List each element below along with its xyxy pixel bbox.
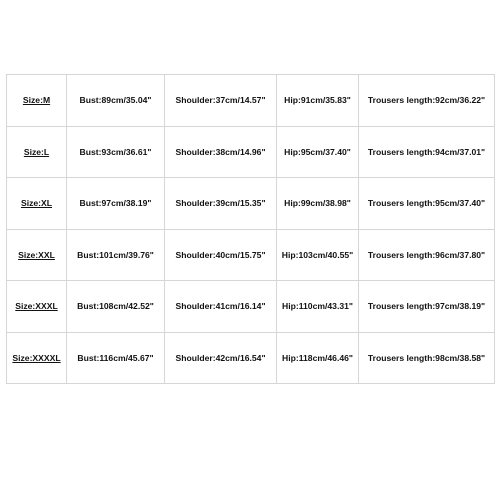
- size-row-m: [7, 75, 495, 127]
- size-row-xxxxl: [7, 332, 495, 384]
- size-label: Size:M: [22, 95, 51, 106]
- shoulder-cell: Shoulder:42cm/16.54": [165, 332, 277, 384]
- trousers-length-cell: Trousers length:92cm/36.22": [359, 75, 495, 127]
- size-label: Size:XXXXL: [12, 352, 61, 363]
- hip-cell: Hip:103cm/40.55": [277, 229, 359, 281]
- size-label: Size:XXL: [18, 249, 55, 260]
- size-cell: [7, 332, 67, 384]
- size-cell: [7, 229, 67, 281]
- bust-cell: Bust:89cm/35.04": [67, 75, 165, 127]
- shoulder-cell: Shoulder:39cm/15.35": [165, 178, 277, 230]
- hip-cell: Hip:95cm/37.40": [277, 126, 359, 178]
- hip-cell: Hip:110cm/43.31": [277, 281, 359, 333]
- trousers-length-cell: Trousers length:95cm/37.40": [359, 178, 495, 230]
- size-cell: [7, 281, 67, 333]
- bust-cell: Bust:108cm/42.52": [67, 281, 165, 333]
- bust-cell: Bust:116cm/45.67": [67, 332, 165, 384]
- size-row-xxl: [7, 229, 495, 281]
- hip-cell: Hip:91cm/35.83": [277, 75, 359, 127]
- shoulder-cell: Shoulder:40cm/15.75": [165, 229, 277, 281]
- hip-cell: Hip:118cm/46.46": [277, 332, 359, 384]
- shoulder-cell: Shoulder:41cm/16.14": [165, 281, 277, 333]
- trousers-length-cell: Trousers length:97cm/38.19": [359, 281, 495, 333]
- size-label: Size:L: [23, 146, 50, 157]
- size-row-xxxl: [7, 281, 495, 333]
- trousers-length-cell: Trousers length:98cm/38.58": [359, 332, 495, 384]
- size-row-l: [7, 126, 495, 178]
- bust-cell: Bust:97cm/38.19": [67, 178, 165, 230]
- size-label: Size:XL: [20, 198, 53, 209]
- bust-cell: Bust:93cm/36.61": [67, 126, 165, 178]
- size-cell: [7, 126, 67, 178]
- trousers-length-cell: Trousers length:94cm/37.01": [359, 126, 495, 178]
- shoulder-cell: Shoulder:37cm/14.57": [165, 75, 277, 127]
- size-row-xl: [7, 178, 495, 230]
- shoulder-cell: Shoulder:38cm/14.96": [165, 126, 277, 178]
- size-chart-table: [6, 74, 495, 384]
- bust-cell: Bust:101cm/39.76": [67, 229, 165, 281]
- hip-cell: Hip:99cm/38.98": [277, 178, 359, 230]
- size-cell: [7, 178, 67, 230]
- size-label: Size:XXXL: [15, 301, 58, 312]
- size-cell: [7, 75, 67, 127]
- trousers-length-cell: Trousers length:96cm/37.80": [359, 229, 495, 281]
